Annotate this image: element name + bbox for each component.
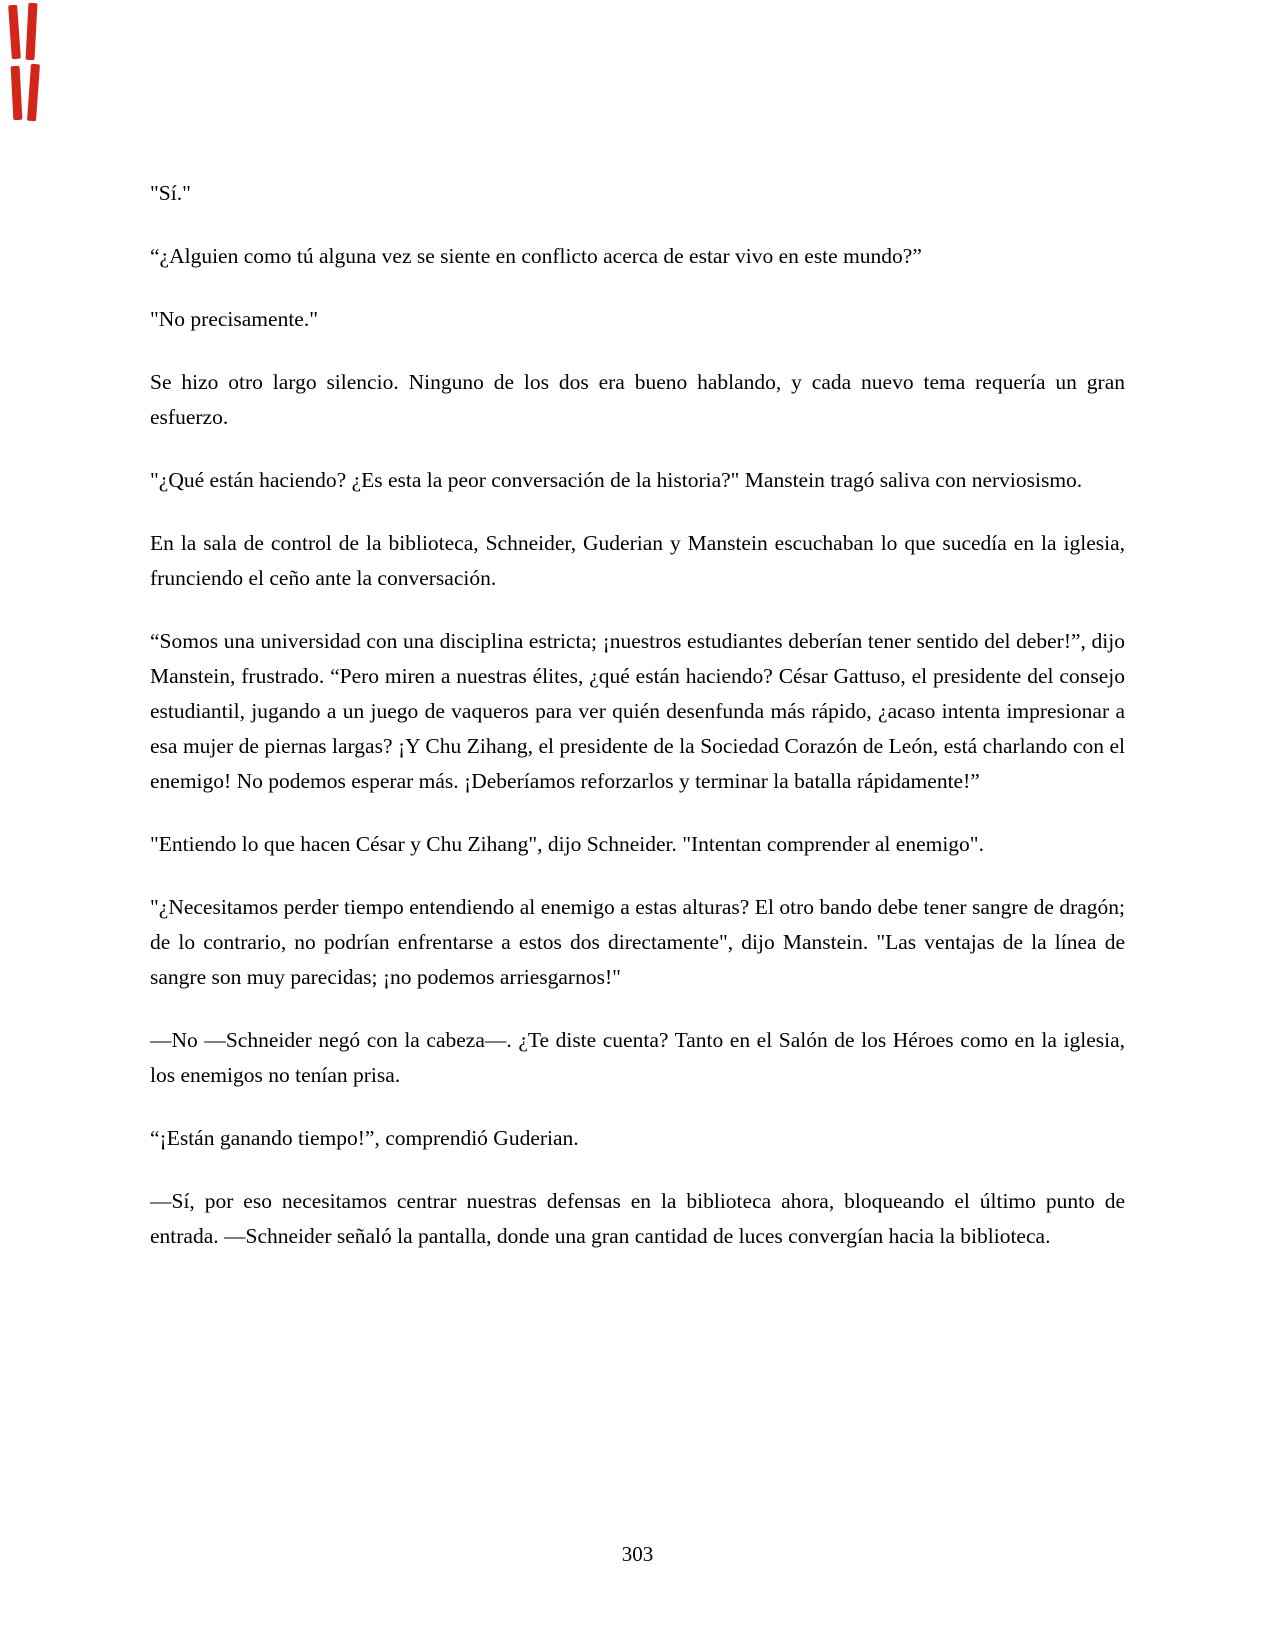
paragraph: "Sí." [150,181,191,205]
red-pen-mark-icon [11,66,23,120]
paragraph: "Entiendo lo que hacen César y Chu Zihang", dijo Schneider. "Intentan comprender al enemigo". [150,832,984,856]
red-pen-mark-icon [8,5,21,59]
paragraph: —Sí, por eso necesitamos centrar nuestras defensas en la biblioteca ahora, bloqueando el último punto de entrada. —Schneider señaló la pantalla, donde una gran cantidad de luces convergían hacia la biblioteca. [150,1189,1125,1248]
paragraph: Se hizo otro largo silencio. Ninguno de los dos era bueno hablando, y cada nuevo tema requería un gran esfuerzo. [150,370,1125,429]
page-number: 303 [621,1542,654,1566]
red-pen-mark-icon [26,3,38,60]
red-pen-mark-icon [27,64,40,121]
paragraph: “Somos una universidad con una disciplina estricta; ¡nuestros estudiantes deberían tener sentido del deber!”, dijo Manstein, frustrado. “Pero miren a nuestras élites, ¿qué están haciendo? César Gattuso, el presidente del consejo estudiantil, jugando a un juego de vaqueros para ver quién desenfunda más rápido, ¿acaso intenta impresionar a esa mujer de piernas largas? ¡Y Chu Zihang, el presidente de la Sociedad Corazón de León, está charlando con el enemigo! No podemos esperar más. ¡Deberíamos reforzarlos y terminar la batalla rápidamente!” [150,629,1125,793]
paragraph: "¿Necesitamos perder tiempo entendiendo al enemigo a estas alturas? El otro bando debe tener sangre de dragón; de lo contrario, no podrían enfrentarse a estos dos directamente", dijo Manstein. "Las ventajas de la línea de sangre son muy parecidas; ¡no podemos arriesgarnos!" [150,895,1125,989]
page-body-text [150,176,1125,1282]
paragraph: —No —Schneider negó con la cabeza—. ¿Te diste cuenta? Tanto en el Salón de los Héroes como en la iglesia, los enemigos no tenían prisa. [150,1028,1125,1087]
paragraph: “¡Están ganando tiempo!”, comprendió Guderian. [150,1126,579,1150]
paragraph: "¿Qué están haciendo? ¿Es esta la peor conversación de la historia?" Manstein tragó saliva con nerviosismo. [150,468,1083,492]
paragraph: "No precisamente." [150,307,318,331]
red-pen-marks [8,2,50,128]
paragraph: En la sala de control de la biblioteca, Schneider, Guderian y Manstein escuchaban lo que sucedía en la iglesia, frunciendo el ceño ante la conversación. [150,531,1125,590]
paragraph: “¿Alguien como tú alguna vez se siente en conflicto acerca de estar vivo en este mundo?” [150,244,922,268]
